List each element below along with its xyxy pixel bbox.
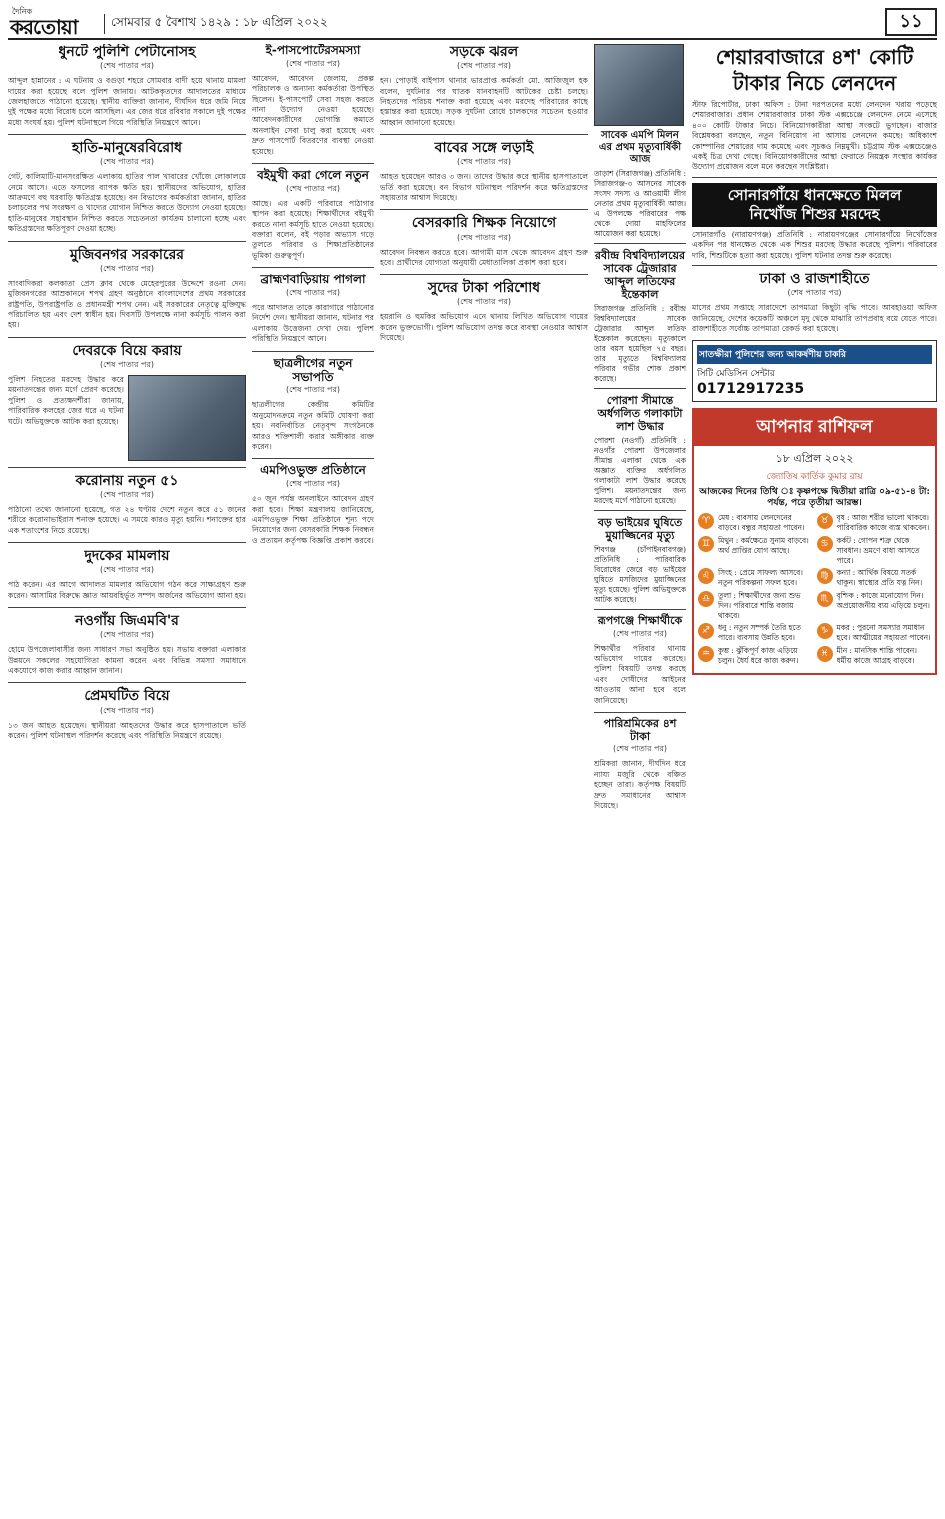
ad-title: সাতক্ষীরা পুলিশের জন্য আকর্ষণীয় চাকরি: [697, 345, 932, 364]
story-title: ধুনটে পুলিশি পেটানোসহ: [58, 44, 196, 60]
story-title: করোনায় নতুন ৫১: [75, 472, 179, 489]
story-body: ছাত্রলীগের কেন্দ্রীয় কমিটির অনুমোদনক্রমে নতুন কমিটি ঘোষণা করা হয়। নবনির্বাচিত নেতৃবৃন্দ সংগঠনকে আরও শক্তিশালী করার অঙ্গীকার ব্যক্ত করেন।: [252, 400, 374, 451]
zodiac-icon: ♌: [698, 568, 714, 584]
zodiac-sign: [698, 568, 813, 588]
story-continued: (শেষ পাতার পর): [456, 157, 512, 167]
story-continued: (শেষ পাতার পর): [285, 58, 341, 68]
zodiac-icon: ♓: [817, 646, 833, 662]
story-title: সুদের টাকা পরিশোধ: [427, 280, 541, 297]
zodiac-icon: ♎: [698, 591, 714, 607]
zodiac-text: বৃশ্চিক : কাজে মনোযোগ দিন। অপ্রয়োজনীয় ব্যয় এড়িয়ে চলুন।: [836, 590, 930, 610]
story-title: বেসরকারি শিক্ষক নিয়োগে: [411, 215, 557, 232]
poresa-title: পোরশা সীমান্তে অর্ধগলিত গলাকাটা লাশ উদ্ধার: [597, 394, 683, 433]
story-continued: (শেষ পাতার পর): [285, 479, 341, 489]
story-body: মাসের প্রথম সপ্তাহে সারাদেশে তাপমাত্রা কিছুটা বৃদ্ধি পাবে। আবহাওয়া অফিস জানিয়েছে, দেশের কয়েকটি অঞ্চলে মৃদু থেকে মাঝারি তাপপ্রবাহ বয়ে যেতে পারে। রাজশাহীতে সর্বোচ্চ তাপমাত্রা রেকর্ড করা হয়েছে।: [692, 303, 937, 333]
story-continued: (শেষ পাতার পর): [99, 565, 155, 575]
zodiac-icon: ♉: [817, 513, 833, 529]
story-dhunot: [8, 44, 246, 128]
rabindra-body: সিরাজগঞ্জ প্রতিনিধি : রবীন্দ্র বিশ্ববিদ্যালয়ের সাবেক ট্রেজারার আব্দুল লতিফ ইন্তেকাল করেছেন। মৃত্যুকালে তার বয়স হয়েছিল ৭৫ বছর। তার মৃত্যুতে বিশ্ববিদ্যালয় পরিবার গভীর শোক প্রকাশ করেছে।: [594, 304, 686, 383]
story-naogaon: [8, 613, 246, 676]
zodiac-icon: ♈: [698, 513, 714, 529]
zodiac-text: মীন : মানসিক শান্তি পাবেন। ধর্মীয় কাজে আগ্রহ বাড়বে।: [836, 645, 917, 665]
zodiac-icon: ♒: [698, 646, 714, 662]
story-body: পুলিশ নিহতের মরদেহ উদ্ধার করে ময়নাতদন্তের জন্য মর্গে প্রেরণ করেছে। পুলিশ ও প্রত্যক্ষদর্শীরা জানায়, পারিবারিক কলহের জের ধরে এ ঘটনা ঘটে। অভিযুক্তকে আটক করা হয়েছে।: [8, 374, 124, 426]
horoscope-date: ১৮ এপ্রিল ২০২২: [775, 452, 854, 466]
news-photo: [128, 375, 246, 461]
story-continued: (শেষ পাতার পর): [99, 359, 155, 369]
horoscope-signs: [698, 513, 931, 668]
logo-small: দৈনিক: [12, 7, 33, 16]
story-body: আব্দুল হান্নানের : এ ঘটনায় ও বগুড়া শহরে সোমবার বাদী হয়ে থানায় মামলা দায়ের করা হয়েছে বলে পুলিশ জানায়। আটককৃতদের আদালতের মাধ্যমে জেলহাজতে পাঠানো হয়েছে। স্থানীয় ব্যক্তিরা জানান, দীর্ঘদিন ধরে জমি নিয়ে দুই পক্ষের মধ্যে বিরোধ চলে আসছিল। এর জের ধরে রবিবার সকালে দুই পক্ষের মধ্যে সংঘর্ষ হয়। পুলিশ ঘটনাস্থলে গিয়ে পরিস্থিতি নিয়ন্ত্রণে আনে।: [8, 76, 246, 127]
sonargaon-title-2: নিখোঁজ শিশুর মরদেহ: [749, 204, 880, 223]
story-title: সড়কে ঝরল: [449, 44, 519, 60]
story-title: এমপিওভুক্ত প্রতিষ্ঠানে: [260, 463, 366, 478]
story-body: হোমে উপজেলাবাসীর জন্য সাধারণ সভা অনুষ্ঠিত হয়। সভায় বক্তারা এলাকার উন্নয়নে সকলের সহযোগিতা কামনা করেন এবং বিভিন্ন সমস্যা সমাধানে একযোগে কাজ করার আহ্বান জানান।: [8, 645, 246, 675]
story-continued: (শেষ পাতার পর): [456, 61, 512, 71]
story-hati: [8, 140, 246, 235]
zodiac-text: ধনু : নতুন সম্পর্ক তৈরি হতে পারে। ব্যবসায় উন্নতি হবে।: [718, 623, 801, 643]
lead-body: স্টাফ রিপোর্টার, ঢাকা অফিস : টানা দরপতনের মধ্যে লেনদেন খরায় পড়েছে শেয়ারবাজার। প্রধান শেয়ারবাজার ঢাকা স্টক এক্সচেঞ্জে লেনদেন নেমে এসেছে ৪০০ কোটি টাকার নিচে। বিনিয়োগকারীরা আস্থা সংকটে ভুগছেন। বাজার বিশ্লেষকরা বলছেন, নতুন বিনিয়োগ না আসায় লেনদেন কমছে। অধিকাংশ কোম্পানির শেয়ারের দাম কমেছে এবং সূচকও নিম্নমুখী। চট্টগ্রাম স্টক এক্সচেঞ্জেও একই চিত্র দেখা গেছে। বিনিয়োগকারীদের আস্থা ফেরাতে নিয়ন্ত্রক সংস্থার কার্যকর উদ্যোগ প্রয়োজন বলে মনে করছেন সংশ্লিষ্টরা।: [692, 100, 937, 172]
story-body: হন। পোড়াই বাইপাস থানার ভারপ্রাপ্ত কর্মকর্তা মো. আজিজুল হক বলেন, দুর্ঘটনার পর ঘাতক যানবাহনটি আটকের চেষ্টা চলছে। নিহতদের পরিচয় শনাক্ত করা হয়েছে এবং মরদেহ পরিবারের কাছে হস্তান্তর করা হয়েছে। সড়ক দুর্ঘটনা রোধে চালকদের সচেতন হওয়ার আহ্বান জানানো হয়েছে।: [380, 76, 588, 127]
zodiac-sign: [817, 623, 932, 643]
zodiac-sign: [698, 536, 813, 565]
story-parishromik: [594, 718, 686, 811]
newspaper-logo: [8, 6, 100, 38]
page-number: ১১: [885, 8, 937, 36]
story-title: মুজিবনগর সরকারের: [69, 246, 185, 263]
zodiac-sign: [698, 591, 813, 620]
zodiac-text: বৃষ : আজ শরীর ভালো থাকবে। পারিবারিক কাজে ব্যস্ত থাকবেন।: [836, 513, 930, 533]
story-corona: [8, 473, 246, 536]
story-continued: (শেষ পাতার পর): [612, 744, 668, 754]
sonargaon-body: সোনারগাঁও (নারায়ণগঞ্জ) প্রতিনিধি : নারায়ণগঞ্জের সোনারগাঁয়ে নিখোঁজের একদিন পর ধানক্ষেত থেকে এক শিশুর মরদেহ উদ্ধার করেছে পুলিশ। পরিবারের দাবি, শিশুটিকে হত্যা করা হয়েছে। পুলিশ ঘটনার তদন্ত শুরু করেছে।: [692, 229, 937, 260]
story-body: পাঠানো তথ্যে জানানো হয়েছে, গত ২৪ ঘণ্টায় দেশে নতুন করে ৫১ জনের শরীরে করোনাভাইরাস শনাক্ত হয়েছে। এ সময়ে কারও মৃত্যু হয়নি। শনাক্তের হার এক শতাংশের নিচে রয়েছে।: [8, 504, 246, 535]
lead-headline-1: শেয়ারবাজারে ৪শ' কোটি: [715, 45, 914, 69]
story-prem: [8, 688, 246, 741]
story-continued: (শেষ পাতার পর): [99, 61, 155, 71]
story-mujibnagar: [8, 247, 246, 331]
column-2: [252, 44, 374, 1514]
memorial-body: তাড়াশ (সিরাজগঞ্জ) প্রতিনিধি : সিরাজগঞ্জ-৩ আসনের সাবেক সংসদ সদস্য ও আওয়ামী লীগ নেতার প্রথম মৃত্যুবার্ষিকী আজ। এ উপলক্ষে পরিবারের পক্ষ থেকে দোয়া মাহফিলের আয়োজন করা হয়েছে।: [594, 169, 686, 238]
zodiac-text: কুম্ভ : ঝুঁকিপূর্ণ কাজ এড়িয়ে চলুন। ধৈর্য ধরে কাজ করুন।: [718, 645, 799, 665]
zodiac-text: তুলা : শিক্ষার্থীদের জন্য শুভ দিন। পরিবারে শান্তি বজায় থাকবে।: [718, 590, 801, 620]
memorial-caption: সাবেক এমপি মিলন এর প্রথম মৃত্যুবার্ষিকী আজ: [598, 130, 682, 165]
story-boi: [252, 169, 374, 261]
story-continued: (শেষ পাতার পর): [99, 705, 155, 715]
story-mpo: [252, 464, 374, 546]
zodiac-sign: [817, 568, 932, 588]
zodiac-text: মেষ : ব্যবসায় লেনদেনের বাড়বে। বন্ধুর সহায়তা পাবেন।: [718, 513, 805, 533]
story-chhatraleague: [252, 357, 374, 453]
story-body: পরে আদালত তাকে কারাগারে পাঠানোর নির্দেশ দেন। স্থানীয়রা জানান, ঘটনার পর এলাকায় উত্তেজনা দেখা দেয়। পুলিশ পরিস্থিতি নিয়ন্ত্রণে আনে।: [252, 303, 374, 344]
story-body: আবেদন, আবেদন জেলায়, প্রকল্প পরিচালক ও অন্যান্য কর্মকর্তারা উপস্থিত ছিলেন। ই-পাসপোর্ট সেবা সহজ করতে নানা উদ্যোগ নেওয়া হয়েছে। আবেদনকারীদের ভোগান্তি কমাতে অনলাইন সেবা চালু করা হয়েছে এবং দ্রুত পাসপোর্ট বিতরণের ব্যবস্থা নেওয়া হয়েছে।: [252, 73, 374, 156]
zodiac-text: মকর : পুরনো সমস্যার সমাধান হবে। আত্মীয়ের সহায়তা পাবেন।: [836, 623, 931, 643]
poresa-body: পোরশা (নওগাঁ) প্রতিনিধি : নওগাঁর পোরশা উপজেলার সীমান্ত এলাকা থেকে এক অজ্ঞাত ব্যক্তির অর্ধগলিত গলাকাটা লাশ উদ্ধার করেছে পুলিশ। ময়নাতদন্তের জন্য মরদেহ মর্গে পাঠানো হয়েছে।: [594, 436, 686, 505]
story-body: ১৩ জন আহত হয়েছেন। স্থানীয়রা আহতদের উদ্ধার করে হাসপাতালে ভর্তি করেন। পুলিশ ঘটনাস্থল পরিদর্শন করেছে এবং পরিস্থিতি নিয়ন্ত্রণে রয়েছে।: [8, 720, 246, 740]
column-4: [594, 44, 686, 1514]
story-continued: (শেষ পাতার পর): [99, 263, 155, 273]
boro-title: বড় ভাইয়ের ঘুষিতে মুয়াজ্জিনের মৃত্যু: [597, 516, 683, 542]
column-3: [380, 44, 588, 1514]
sonargaon-title-1: সোনারগাঁয়ে ধানক্ষেতে মিলল: [727, 185, 902, 204]
zodiac-icon: ♋: [817, 536, 833, 552]
zodiac-sign: [817, 513, 932, 533]
story-continued: (শেষ পাতার পর): [285, 385, 341, 395]
story-continued: (শেষ পাতার পর): [456, 297, 512, 307]
zodiac-sign: [698, 623, 813, 643]
story-title: দুদকের মামলায়: [84, 548, 170, 565]
zodiac-icon: ♑: [817, 623, 833, 639]
story-sud: [380, 280, 588, 343]
story-title: রূপগঞ্জে শিক্ষার্থীকে: [597, 614, 683, 627]
story-title: হাতি-মানুষেরবিরোধ: [71, 140, 182, 157]
zodiac-sign: [698, 513, 813, 533]
story-continued: (শেষ পাতার পর): [99, 157, 155, 167]
story-continued: (শেষ পাতার পর): [285, 183, 341, 193]
zodiac-icon: ♊: [698, 536, 714, 552]
story-debor: [8, 343, 246, 461]
story-title: ছাত্রলীগের নতুন সভাপতি: [273, 355, 353, 384]
story-brahmanbaria: [252, 273, 374, 344]
zodiac-icon: ♐: [698, 623, 714, 639]
zodiac-text: কন্যা : আর্থিক বিষয়ে সতর্ক থাকুন। স্বাস্থ্যের প্রতি যত্ন নিন।: [836, 568, 923, 588]
horoscope-box: [692, 408, 937, 674]
lead-headline-2: টাকার নিচে লেনদেন: [732, 71, 897, 95]
zodiac-text: সিংহ : প্রেমে সাফল্য আসবে। নতুন পরিকল্পনা সফল হবে।: [718, 568, 803, 588]
masthead: [8, 6, 937, 40]
story-rupganj: [594, 615, 686, 706]
story-body: সাংবাদিকরা কলকাতা প্রেস ক্লাব থেকে মেহেরপুরের উদ্দেশে রওনা দেন। মুজিবনগরের আম্রকাননে শপথ গ্রহণ অনুষ্ঠানে বাংলাদেশের প্রথম সরকারের রাষ্ট্রপতি, উপরাষ্ট্রপতি ও প্রধানমন্ত্রী শপথ নেন। এই সরকারের নেতৃত্বে মুক্তিযুদ্ধ পরিচালিত হয় এবং দেশ স্বাধীন হয়। দিবসটি উপলক্ষে নানা কর্মসূচি পালন করা হয়।: [8, 278, 246, 330]
story-title: প্রেমঘটিত বিয়ে: [84, 688, 170, 705]
story-title: ঢাকা ও রাজশাহীতে: [759, 271, 870, 288]
story-body: হয়রানি ও হুমকির অভিযোগ এনে থানায় লিখিত অভিযোগ দায়ের করেন ভুক্তভোগী। পুলিশ অভিযোগ তদন্ত করে ব্যবস্থা নেওয়ার আশ্বাস দিয়েছে।: [380, 312, 588, 343]
story-continued: (শেষ পাতার পর): [612, 628, 668, 638]
story-dudok: [8, 548, 246, 601]
story-body: আহত হয়েছেন আরও ৩ জন। তাদের উদ্ধার করে স্থানীয় হাসপাতালে ভর্তি করা হয়েছে। বন বিভাগ ঘটনাস্থল পরিদর্শন করে ক্ষতিগ্রস্তদের সহায়তার আশ্বাস দিয়েছে।: [380, 172, 588, 203]
story-body: আছে। এর একটি পরিবারে পাঠাগার স্থাপন করা হয়েছে। শিক্ষার্থীদের বইমুখী করতে নানা কর্মসূচি হাতে নেওয়া হয়েছে। বক্তারা বলেন, বই পড়ার অভ্যাস গড়ে তুলতে পরিবার ও শিক্ষাপ্রতিষ্ঠানের ভূমিকা গুরুত্বপূর্ণ।: [252, 198, 374, 260]
story-title: ব্রাহ্মণবাড়িয়ায় পাগলা: [260, 272, 366, 287]
story-dhaka-rajshahi: [692, 271, 937, 334]
sonargaon-banner: [692, 183, 937, 227]
logo-big: করতোয়া: [10, 15, 78, 39]
story-epassport: [252, 44, 374, 157]
story-title: নওগাঁয় জিএমবি'র: [75, 613, 179, 630]
horoscope-author: জ্যোতিষ কার্তিক কুমার রায়: [766, 472, 863, 483]
story-body: শিক্ষার্থীর পরিবার থানায় অভিযোগ দায়ের করেছে। পুলিশ বিষয়টি তদন্ত করছে এবং দোষীদের আইনের আওতায় আনা হবে বলে জানিয়েছে।: [594, 643, 686, 705]
story-bagh: [380, 140, 588, 203]
story-title: পারিশ্রমিকের ৪শ টাকা: [603, 717, 677, 743]
column-5: [692, 44, 937, 1514]
zodiac-sign: [817, 646, 932, 666]
zodiac-text: কর্কট : গোপন শত্রু থেকে সাবধান। ভ্রমণে বাধা আসতে পারে।: [836, 535, 920, 565]
story-continued: (শেষ পাতার পর): [99, 630, 155, 640]
story-title: দেবরকে বিয়ে করায়: [72, 342, 182, 359]
story-besorkari: [380, 215, 588, 268]
zodiac-icon: ♍: [817, 568, 833, 584]
zodiac-icon: ♏: [817, 591, 833, 607]
story-body: শ্রমিকরা জানান, দীর্ঘদিন ধরে ন্যায্য মজুরি থেকে বঞ্চিত হচ্ছেন তারা। কর্তৃপক্ষ বিষয়টি দ্রুত সমাধানের আশ্বাস দিয়েছে।: [594, 759, 686, 810]
story-continued: (শেষ পাতার পর): [285, 288, 341, 298]
story-sorok: [380, 44, 588, 128]
ad-phone: 01712917235: [697, 381, 805, 398]
zodiac-text: মিথুন : কর্মক্ষেত্রে সুনাম বাড়বে। অর্থ প্রাপ্তির যোগ আছে।: [718, 535, 809, 555]
story-continued: (শেষ পাতার পর): [787, 288, 842, 298]
story-title: বইমুখী করা গেলে নতুন: [257, 168, 369, 183]
classified-ad: [692, 340, 937, 402]
story-continued: (শেষ পাতার পর): [99, 489, 155, 499]
zodiac-sign: [698, 646, 813, 666]
zodiac-sign: [817, 591, 932, 620]
column-1: [8, 44, 246, 1514]
dateline: সোমবার ৫ বৈশাখ ১৪২৯ : ১৮ এপ্রিল ২০২২: [104, 14, 328, 34]
horoscope-header: আপনার রাশিফল: [694, 410, 935, 446]
story-body: গেট, কালিমাটি-মানসংরক্ষিত এলাকায় হাতির পাল খাবারের খোঁজে লোকালয়ে নেমে আসে। এতে ফসলের ব্যাপক ক্ষতি হয়। স্থানীয়দের অভিযোগ, হাতির আক্রমণে বহু ঘরবাড়ি ক্ষতিগ্রস্ত হয়েছে। বন বিভাগের কর্মকর্তারা জানান, হাতির চলাচলের পথ সংরক্ষণ ও খাদ্যের যোগান নিশ্চিত করতে উদ্যোগ নেওয়া হয়েছে। হাতি-মানুষের সহাবস্থান নিশ্চিত করতে সচেতনতা কার্যক্রম চালানো হচ্ছে এবং ক্ষতিগ্রস্তদের ক্ষতিপূরণ দেওয়া হচ্ছে।: [8, 172, 246, 234]
story-continued: (শেষ পাতার পর): [456, 232, 512, 242]
story-body: ৫০ জুন পর্যন্ত অনলাইনে আবেদন গ্রহণ করা হবে। শিক্ষা মন্ত্রণালয় জানিয়েছে, এমপিওভুক্ত শিক্ষা প্রতিষ্ঠানে শূন্য পদে নিয়োগের জন্য বেসরকারি শিক্ষক নিবন্ধন ও প্রত্যয়ন কর্তৃপক্ষ বিজ্ঞপ্তি প্রকাশ করবে।: [252, 494, 374, 545]
story-body: পাঠ করেন। এর আগে আদালত মামলার অভিযোগ গঠন করে সাক্ষ্যগ্রহণ শুরু করেন। আসামির বিরুদ্ধে জ্ঞাত আয়বহির্ভূত সম্পদ অর্জনের অভিযোগ আনা হয়।: [8, 580, 246, 600]
horoscope-intro: আজকের দিনের তিথি ঃ কৃষ্ণপক্ষে দ্বিতীয়া রাত্রি ০৯-৫১-৪ টা: পর্যন্ত, পরে তৃতীয়া আরম্ভ।: [699, 487, 930, 509]
portrait-photo: [594, 44, 684, 126]
story-body: আবেদন নিবন্ধন করতে হবে। আগামী মাস থেকে আবেদন গ্রহণ শুরু হবে। প্রার্থীদের যোগ্যতা অনুযায়ী মেধাতালিকা প্রকাশ করা হবে।: [380, 247, 588, 267]
ad-line: সিটি মেডিসিন সেন্টার: [697, 369, 775, 380]
rabindra-title: রবীন্দ্র বিশ্ববিদ্যালয়ের সাবেক ট্রেজারার আব্দুল লতিফের ইন্তেকাল: [594, 249, 686, 301]
story-title: বাবের সঙ্গে লড়াই: [434, 140, 534, 157]
story-title: ই-পাসপোর্টেরসমস্যা: [265, 44, 361, 57]
zodiac-sign: [817, 536, 932, 565]
boro-body: শিবগঞ্জ (চাঁপাইনবাবগঞ্জ) প্রতিনিধি : পারিবারিক বিরোধের জেরে বড় ভাইয়ের ঘুষিতে মসজিদের মুয়াজ্জিনের মৃত্যু হয়েছে। পুলিশ অভিযুক্তকে আটক করেছে।: [594, 545, 686, 604]
